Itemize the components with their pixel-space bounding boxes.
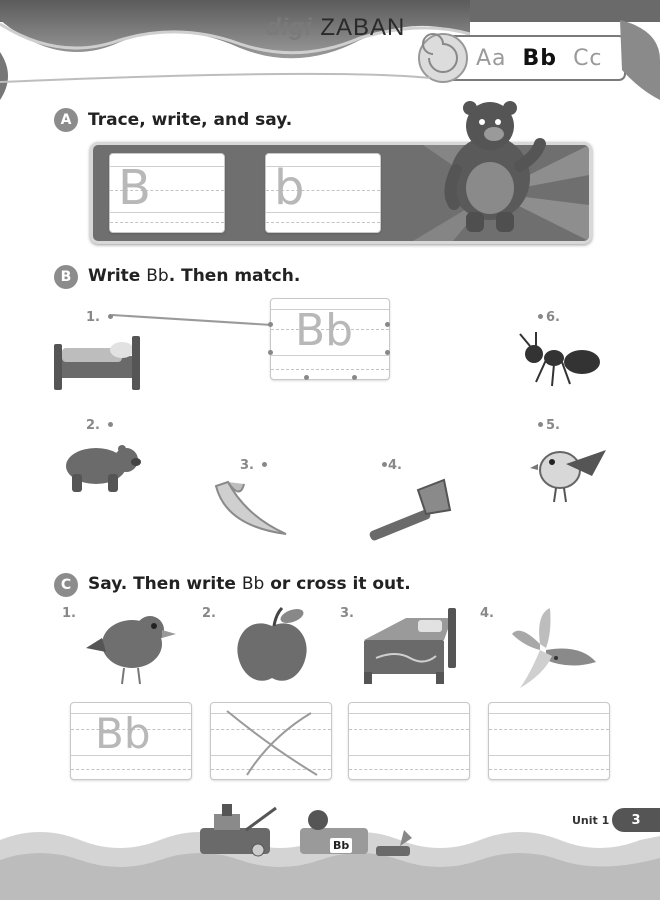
- section-c-instruction-letters: Bb: [241, 574, 265, 594]
- match-line: [100, 308, 280, 332]
- match-writing-box[interactable]: [270, 298, 390, 380]
- letter-bb-current: Bb: [522, 46, 558, 71]
- match-item-5-dot[interactable]: [538, 422, 543, 427]
- match-dot-left-bottom[interactable]: [268, 350, 273, 355]
- page-number: 3: [631, 812, 641, 828]
- trace-letter-upper: B: [118, 160, 151, 216]
- say-item-4-number: 4.: [480, 606, 494, 621]
- brand-logo: [266, 14, 405, 42]
- match-dot-bottom-right[interactable]: [352, 375, 357, 380]
- match-dot-right-bottom[interactable]: [385, 350, 390, 355]
- section-b-instruction-post: . Then match.: [168, 266, 301, 286]
- match-item-2-number: 2.: [86, 418, 100, 433]
- section-b-instruction-pre: Write: [88, 266, 147, 286]
- footer: [0, 800, 660, 900]
- match-box-letters: Bb: [295, 305, 354, 356]
- bed-icon: [356, 604, 460, 688]
- apple-icon: [230, 606, 314, 688]
- bird-icon: [84, 604, 180, 686]
- section-c-instruction: [88, 574, 411, 594]
- section-b-instruction-letters: Bb: [146, 266, 169, 286]
- write-box-3[interactable]: [348, 702, 470, 780]
- trace-box-lowercase[interactable]: [265, 153, 381, 233]
- say-item-2-number: 2.: [202, 606, 216, 621]
- write-box-4[interactable]: [488, 702, 610, 780]
- ant-icon: [512, 330, 608, 392]
- boat-label: Bb: [330, 838, 352, 853]
- banana-icon: [500, 604, 604, 690]
- axe-icon: [364, 474, 454, 544]
- match-dot-left-top[interactable]: [268, 322, 273, 327]
- section-b-instruction: [88, 266, 300, 286]
- say-item-3-number: 3.: [340, 606, 354, 621]
- say-item-1-number: 1.: [62, 606, 76, 621]
- match-item-3-dot[interactable]: [262, 462, 267, 467]
- section-a-badge: A: [54, 108, 78, 132]
- match-item-1-number: 1.: [86, 310, 100, 325]
- match-dot-bottom-left[interactable]: [304, 375, 309, 380]
- match-item-6-dot[interactable]: [538, 314, 543, 319]
- match-item-2-dot[interactable]: [108, 422, 113, 427]
- bed-icon: [52, 330, 148, 394]
- page-number-tab: [612, 808, 660, 832]
- brand-prefix: digi: [266, 14, 313, 41]
- trace-box-uppercase[interactable]: [109, 153, 225, 233]
- write-box-2[interactable]: [210, 702, 332, 780]
- banana-icon: [206, 476, 296, 540]
- trace-letter-lower: b: [274, 160, 305, 216]
- bear-icon: [58, 440, 144, 496]
- section-b-badge: B: [54, 265, 78, 289]
- section-c-instruction-post: or cross it out.: [264, 574, 411, 594]
- brand-name: ZABAN: [320, 14, 406, 41]
- section-a-instruction: Trace, write, and say.: [88, 110, 293, 130]
- bird-icon: [526, 436, 610, 506]
- letter-banner: [476, 46, 603, 71]
- letter-aa: Aa: [476, 46, 507, 71]
- write-box-1[interactable]: [70, 702, 192, 780]
- match-item-6-number: 6.: [546, 310, 560, 325]
- match-item-1-dot[interactable]: [108, 314, 113, 319]
- match-item-3-number: 3.: [240, 458, 254, 473]
- header: [0, 0, 660, 100]
- unit-label: Unit 1: [572, 814, 610, 827]
- match-item-4-number: 4.: [388, 458, 402, 473]
- match-dot-right-top[interactable]: [385, 322, 390, 327]
- write-box-1-answer: Bb: [95, 709, 151, 758]
- section-c-badge: C: [54, 573, 78, 597]
- section-c-instruction-pre: Say. Then write: [88, 574, 242, 594]
- letter-cc: Cc: [573, 46, 603, 71]
- match-item-4-dot[interactable]: [382, 462, 387, 467]
- match-item-5-number: 5.: [546, 418, 560, 433]
- bear-mascot-illustration: [432, 96, 552, 236]
- cross-out-mark: [221, 707, 321, 777]
